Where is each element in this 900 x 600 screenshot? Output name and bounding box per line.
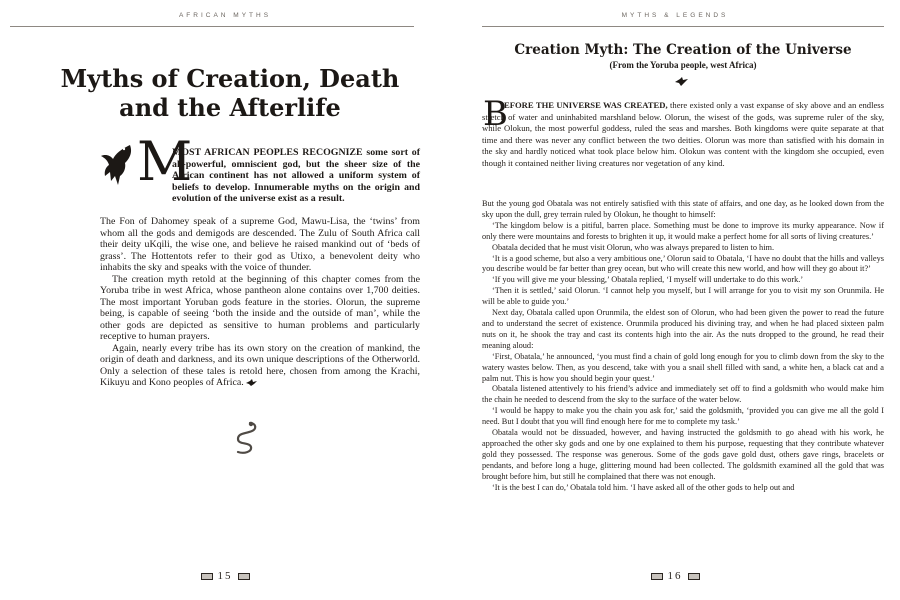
page-number: 15 — [217, 570, 233, 582]
eagle-icon — [100, 143, 136, 187]
story-subtitle: (From the Yoruba people, west Africa) — [609, 60, 757, 70]
story-title: Creation Myth: The Creation of the Universe — [514, 42, 852, 58]
running-head-right: MYTHS & LEGENDS — [621, 12, 729, 19]
intro-text: there existed only a vast expanse of sky above and an endless stretch of water and uninhabited marshland below. Olorun, the wisest of the gods, was supreme ruler of the sky, while Olokun, the most powerful goddess, ruled the seas and marshes. Both kingdoms were quite separate at that time and there was never any conflict between the two deities. Olorun was more than satisfied with his domain in the sky and hardly noticed what took place below him. Olokun was content with the kingdom she occupied, even though it contained neither living creatures nor vegetation of any kind. — [482, 100, 884, 168]
serpent-icon — [232, 420, 260, 456]
body-paragraph-text: Again, nearly every tribe has its own story on the creation of mankind, the origin of death and darkness, and its own unique descriptions of the Otherworld. Only a selection of these tales is retold here, chosen from among the Krachi, Kikuyu and Kono peoples of Africa. — [100, 342, 420, 388]
story-paragraph: ‘The kingdom below is a pitiful, barren place. Something must be done to improve its murky appearance. Now if only there were mountains and forests to brighten it up, it would make a perfect home for all sorts of living creatures.’ — [482, 220, 884, 241]
intro-continuation: The Fon of Dahomey speak of a supreme God, Mawu-Lisa, the ‘twins’ from whom all the gods and demigods are descended. The Zulu of South Africa call their deity uKqili, the wise one, and believe he raised mankind out of ‘beds of grass’. The Hottentots refer to their god as Utixo, a benevolent deity who inhabits the sky and speaks with the voice of thunder. — [100, 216, 420, 273]
story-paragraph: Obatala would not be dissuaded, however, and having instructed the goldsmith to go ahead with his work, he approached the other sky gods and one by one explained to them his purpose, requesting that they contribute whatever gold they possessed. The response was generous. Some of the gods gave gold dust, others gave rings, bracelets or pendants, and before long a huge, glittering mound had been collected. The goldsmith examined all the gold that was brought before him, but still he complained that there was not enough. — [482, 428, 884, 481]
drop-cap-b: B — [483, 94, 508, 134]
drop-cap-m: M — [137, 130, 193, 193]
story-paragraph: ‘Then it is settled,’ said Olorun. ‘I cannot help you myself, but I will arrange for you to visit my son Orunmila. He will be able to guide you.’ — [482, 286, 884, 307]
folio-ornament-icon — [688, 573, 700, 580]
header-rule-left — [10, 26, 414, 27]
intro-lead-bold: MOST AFRICAN PEOPLES RECOGNIZE some sort of all-powerful, omniscient god, but the sheer size of the African continent has not allowed a uniform system of beliefs to develop. Innumerable myths on the origin and evolution of the universe exist as a result. — [172, 147, 420, 204]
folio-ornament-icon — [651, 573, 663, 580]
story-body — [482, 199, 884, 493]
chapter-title: Myths of Creation, Death and the Afterlife — [60, 64, 400, 122]
left-body-text — [100, 216, 420, 389]
body-paragraph — [100, 343, 420, 389]
story-paragraph: Obatala decided that he must visit Olorun, who was always prepared to listen to him. — [492, 242, 775, 252]
folio-ornament-icon — [238, 573, 250, 580]
story-paragraph: ‘If you will give me your blessing,’ Obatala replied, ‘I myself will undertake to do this work.’ — [492, 275, 804, 285]
intro-bold-lead: EFORE THE UNIVERSE WAS CREATED, — [504, 100, 668, 110]
story-paragraph: Next day, Obatala called upon Orunmila, the eldest son of Olorun, who had been given the power to read the future and to understand the secret of existence. Orunmila produced his divining tray, and when he had placed sixteen palm nuts on it, he shook the tray and cast its contents high into the air. As the nuts dropped to the ground, he read their meaning aloud: — [482, 308, 884, 350]
bird-end-mark-icon — [246, 379, 257, 386]
story-paragraph: ‘First, Obatala,’ he announced, ‘you must find a chain of gold long enough for you to climb down from the sky to the watery wastes below. Then, as you descend, take with you a snail shell filled with sand, a white hen, a black cat and a palm nut. This is how you should begin your quest.’ — [482, 351, 884, 383]
story-paragraph: But the young god Obatala was not entirely satisfied with this state of affairs, and one day, as he looked down from the sky upon the dull, grey terrain ruled by Olokun, he thought to himself: — [482, 199, 884, 219]
header-rule-right — [482, 26, 884, 27]
folio-ornament-icon — [201, 573, 213, 580]
story-paragraph: ‘It is the best I can do,’ Obatala told him. ‘I have asked all of the other gods to help out and — [492, 482, 795, 492]
story-paragraph: ‘I would be happy to make you the chain you ask for,’ said the goldsmith, ‘provided you can give me all the gold I need. But I doubt that you will find enough here for me to complete my task.’ — [482, 406, 884, 427]
page-number-right — [450, 570, 900, 582]
running-head-left: AFRICAN MYTHS — [178, 12, 272, 19]
page-number-left — [0, 570, 450, 582]
story-intro — [482, 100, 884, 170]
bird-icon — [675, 77, 688, 86]
story-paragraph: ‘It is a good scheme, but also a very ambitious one,’ Olorun said to Obatala, ‘I have no doubt that the hills and valleys you describe would be far better than grey ocean, but who will create this new world, and how will they go about it?’ — [482, 253, 884, 274]
story-paragraph: Obatala listened attentively to his friend’s advice and immediately set off to find a goldsmith who would make him the chain he needed to descend from the sky to the surface of the water below. — [482, 384, 884, 405]
body-paragraph: The creation myth retold at the beginning of this chapter comes from the Yoruba tribe in west Africa, whose pantheon alone contains over 1,700 deities. The most important Yoruban gods feature in the stories. Olorun, the supreme being, is capable of seeing ‘both the inside and the outside of man’, while the other gods are depicted as sensitive to human problems and particularly receptive to human prayers. — [100, 273, 420, 342]
page-number: 16 — [667, 570, 683, 582]
right-page — [450, 0, 900, 600]
